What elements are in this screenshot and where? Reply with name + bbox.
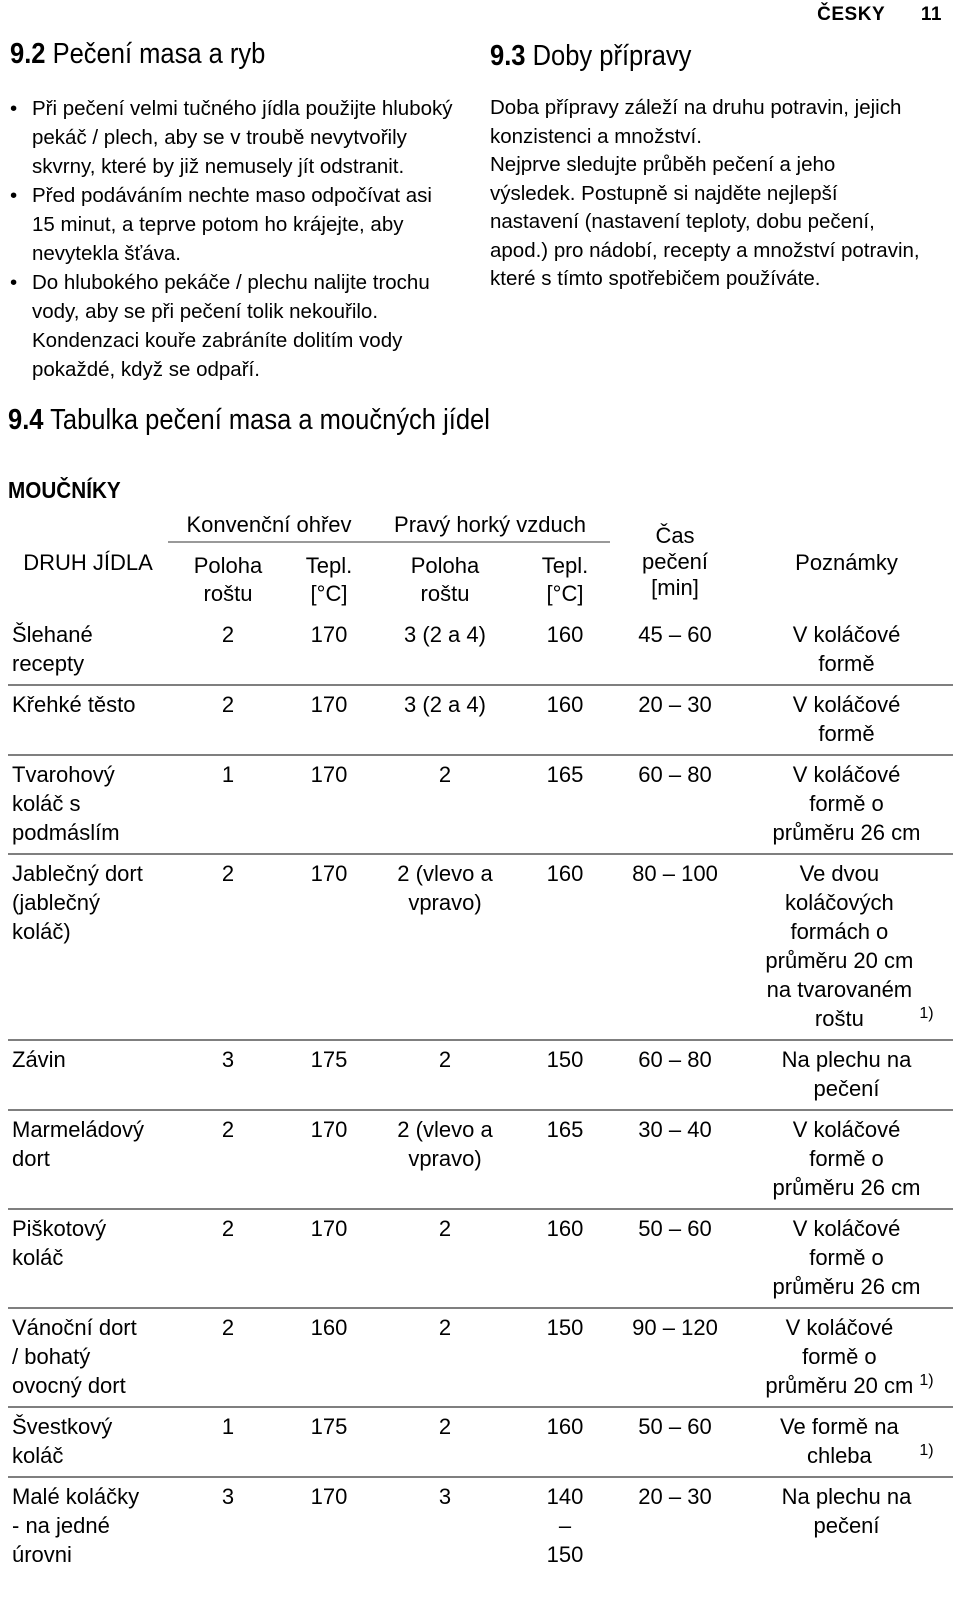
cell-fan-shelf: 2 [370, 1209, 520, 1308]
table-row [8, 755, 953, 854]
bullet-list [10, 94, 490, 384]
cell-conv-shelf: 1 [168, 1407, 288, 1477]
cell-dish: Vánoční dort / bohatý ovocný dort [8, 1308, 168, 1407]
table-row [8, 1308, 953, 1407]
header-conv-temp: Tepl. [°C] [288, 542, 370, 616]
header-fan: Pravý horký vzduch [370, 508, 610, 542]
paragraph: Doba přípravy záleží na druhu potravin, jejich konzistenci a množství. [490, 96, 902, 148]
header-time: Čas pečení [min] [610, 508, 740, 616]
cell-notes: V koláčové formě o průměru 26 cm [740, 755, 953, 854]
bullet-item: • Při pečení velmi tučného jídla použijte hluboký pekáč / plech, aby se v troubě nevytvořily skvrny, které by již nemusely jít odstranit. [10, 94, 462, 181]
cell-notes: Na plechu na pečení [740, 1477, 953, 1575]
table-body [8, 616, 953, 1575]
table-row [8, 1477, 953, 1575]
section-9-3-title [490, 40, 691, 73]
cell-dish: Křehké těsto [8, 685, 168, 755]
cell-fan-shelf: 2 [370, 755, 520, 854]
cell-time: 90 – 120 [610, 1308, 740, 1407]
cell-fan-shelf: 2 [370, 1308, 520, 1407]
cell-conv-temp: 170 [310, 622, 348, 647]
cell-notes: Ve dvou koláčových formách o průměru 20 cm na tvarovaném roštu $^{1)}$ [740, 854, 953, 1040]
cell-conv-shelf: 2 [168, 1308, 288, 1407]
baking-table [8, 508, 953, 1575]
header-notes: Poznámky [740, 508, 953, 616]
cell-conv-temp: 170 [288, 1477, 370, 1575]
cell-dish: Tvarohový koláč s podmáslím [8, 755, 168, 854]
section-number: 9.4 [8, 404, 44, 436]
cell-fan-shelf: 3 (2 a 4) [370, 685, 520, 755]
table-row [8, 1110, 953, 1209]
table-row [8, 616, 953, 685]
table-row [8, 685, 953, 755]
cell-conv-temp: 170 [288, 854, 370, 1040]
header-fan-temp: Tepl. [°C] [520, 542, 610, 616]
cell-time: 60 – 80 [610, 755, 740, 854]
cell-fan-temp: 160 [546, 622, 584, 647]
cell-conv-shelf: 2 [168, 1110, 288, 1209]
cell-conv-shelf: 3 [168, 1477, 288, 1575]
cell-fan-shelf: 2 [370, 1040, 520, 1110]
cell-dish: Šlehané recepty [12, 622, 93, 676]
footnote-marker: 1) [919, 1372, 934, 1389]
cell-conv-temp: 170 [288, 755, 370, 854]
cell-notes: V koláčové formě [792, 622, 901, 676]
cell-notes: Ve formě na chleba $^{1)}$ [740, 1407, 953, 1477]
cell-fan-temp: 150 [520, 1040, 610, 1110]
cell-fan-shelf: 3 [370, 1477, 520, 1575]
cell-time: 20 – 30 [610, 685, 740, 755]
cell-conv-temp: 170 [288, 1110, 370, 1209]
cell-fan-temp: 165 [520, 755, 610, 854]
cell-conv-temp: 175 [288, 1040, 370, 1110]
cell-notes: V koláčové formě o průměru 26 cm [740, 1110, 953, 1209]
cell-time: 45 – 60 [638, 622, 712, 647]
cell-dish: Jablečný dort (jablečný koláč) [8, 854, 168, 1040]
section-title-text: Doby přípravy [532, 40, 692, 72]
cell-dish: Piškotový koláč [8, 1209, 168, 1308]
page-number: 11 [920, 4, 942, 25]
cell-time: 20 – 30 [610, 1477, 740, 1575]
cell-dish: Závin [8, 1040, 168, 1110]
section-9-2-title [10, 38, 265, 71]
cell-fan-temp: 150 [520, 1308, 610, 1407]
table-row [8, 1407, 953, 1477]
section-number: 9.2 [10, 38, 46, 70]
bullet-item: • Do hlubokého pekáče / plechu nalijte trochu vody, aby se při pečení tolik nekouřilo. Kondenzaci kouře zabráníte dolitím vody pokaždé, když se odpaří. [10, 268, 452, 384]
cell-time: 80 – 100 [610, 854, 740, 1040]
page-header [817, 4, 942, 26]
cell-conv-temp: 175 [288, 1407, 370, 1477]
footnote-marker: 1) [919, 1005, 934, 1022]
header-conventional: Konvenční ohřev [168, 508, 370, 542]
section-9-2-body [10, 94, 490, 384]
header-fan-shelf: Poloha roštu [370, 542, 520, 616]
cell-conv-shelf: 2 [168, 1209, 288, 1308]
cell-conv-shelf: 2 [168, 854, 288, 1040]
header-dish: DRUH JÍDLA [8, 508, 168, 616]
footnote-marker: 1) [919, 1442, 934, 1459]
cell-notes: Na plechu na pečení [740, 1040, 953, 1110]
paragraph: Nejprve sledujte průběh pečení a jeho výsledek. Postupně si najděte nejlepší nastavení (nastavení teploty, dobu pečení, apod.) pro nádobí, recepty a množství potravin, které s tímto spotřebičem používáte. [490, 153, 920, 290]
cell-fan-temp: 160 [520, 685, 610, 755]
cell-notes: V koláčové formě o průměru 26 cm [740, 1209, 953, 1308]
cell-fan-shelf: 2 [370, 1407, 520, 1477]
cell-fan-shelf: 2 (vlevo a vpravo) [370, 854, 520, 1040]
cell-fan-shelf: 2 (vlevo a vpravo) [370, 1110, 520, 1209]
header-conv-shelf: Poloha roštu [168, 542, 288, 616]
cell-fan-temp: 160 [520, 1407, 610, 1477]
cell-time: 50 – 60 [610, 1209, 740, 1308]
cell-conv-shelf: 3 [168, 1040, 288, 1110]
cell-fan-shelf: 3 (2 a 4) [404, 622, 486, 647]
section-number: 9.3 [490, 40, 526, 72]
cell-fan-temp: 160 [520, 1209, 610, 1308]
cell-fan-temp: 160 [520, 854, 610, 1040]
cell-fan-temp: 165 [520, 1110, 610, 1209]
cell-fan-temp: 140 – 150 [520, 1477, 610, 1575]
cell-dish: Marmeládový dort [8, 1110, 168, 1209]
table-row [8, 1040, 953, 1110]
cell-notes: V koláčové formě o průměru 20 cm $^{1)}$ [740, 1308, 953, 1407]
section-9-4-title [8, 404, 490, 437]
section-9-3-body [490, 94, 920, 294]
cell-conv-temp: 170 [288, 1209, 370, 1308]
cell-time: 60 – 80 [610, 1040, 740, 1110]
cell-dish: Švestkový koláč [8, 1407, 168, 1477]
cell-time: 30 – 40 [610, 1110, 740, 1209]
cell-conv-shelf: 1 [168, 755, 288, 854]
table-row [8, 854, 953, 1040]
cell-time: 50 – 60 [610, 1407, 740, 1477]
cell-conv-temp: 160 [288, 1308, 370, 1407]
section-title-text: Tabulka pečení masa a moučných jídel [50, 404, 490, 436]
section-title-text: Pečení masa a ryb [52, 38, 266, 70]
cell-dish: Malé koláčky - na jedné úrovni [8, 1477, 168, 1575]
cell-notes: V koláčové formě [740, 685, 953, 755]
table-subheading: MOUČNÍKY [8, 477, 121, 503]
cell-conv-temp: 170 [288, 685, 370, 755]
header-language: ČESKY [817, 4, 886, 25]
table-row [8, 1209, 953, 1308]
bullet-item: • Před podáváním nechte maso odpočívat asi 15 minut, a teprve potom ho krájejte, aby nevytekla šťáva. [10, 181, 452, 268]
cell-conv-shelf: 2 [168, 685, 288, 755]
cell-conv-shelf: 2 [221, 622, 235, 647]
